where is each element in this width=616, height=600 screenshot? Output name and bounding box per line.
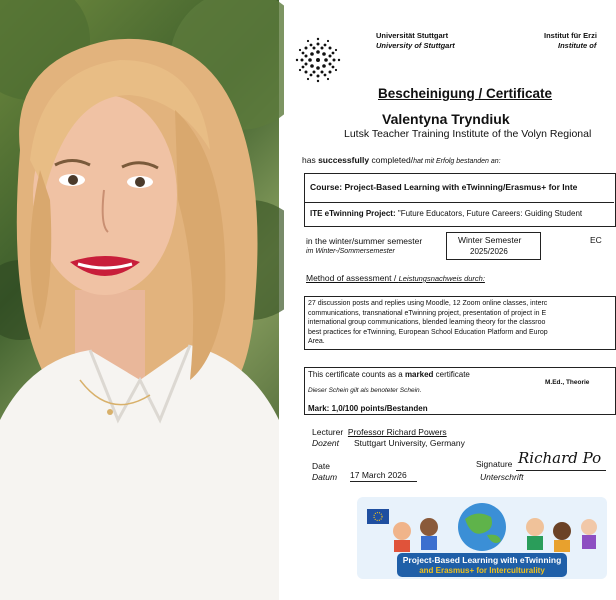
project-prefix: ITE eTwinning Project: xyxy=(310,209,398,218)
completion-statement xyxy=(302,155,501,165)
completed-suffix: completed/ xyxy=(369,155,414,165)
signature-label: Signature xyxy=(476,459,513,469)
banner-line-1: Project-Based Learning with eTwinning xyxy=(402,555,562,565)
unterschrift-label: Unterschrift xyxy=(480,472,524,482)
assessment-line: Area. xyxy=(308,338,325,345)
assessment-line: 27 discussion posts and replies using Moodle, 12 Zoom online classes, interc xyxy=(308,300,548,307)
assessment-line: communications, transnational eTwinning project, presentation of project in E xyxy=(308,309,547,317)
semester-label-de: im Winter-/Sommersemester xyxy=(306,248,395,255)
marked-prefix: This certificate counts as a xyxy=(308,370,405,379)
lecturer-name: Professor Richard Powers xyxy=(347,427,447,437)
datum-label: Datum xyxy=(312,472,338,482)
ec-label: EC xyxy=(590,235,602,245)
portrait-illustration xyxy=(0,0,279,600)
lecturer-label: Lecturer xyxy=(312,427,344,437)
university-name-de: Universität Stuttgart xyxy=(376,31,449,40)
banner-line-2: and Erasmus+ for Interculturality xyxy=(419,566,545,575)
portrait-photo xyxy=(0,0,279,600)
recipient-name: Valentyna Tryndiuk xyxy=(382,111,510,127)
method-label: Method of assessment / xyxy=(306,273,399,283)
dozent-label: Dozent xyxy=(312,438,339,448)
project-name: "Future Educators, Future Careers: Guiding Student xyxy=(397,209,583,218)
semester-label: in the winter/summer semester xyxy=(306,236,423,246)
lecturer-org: Stuttgart University, Germany xyxy=(354,438,465,448)
mark-value: Mark: 1,0/100 points/Bestanden xyxy=(308,404,428,413)
recipient-affiliation: Lutsk Teacher Training Institute of the Volyn Regional xyxy=(344,128,592,140)
marked-bold: marked xyxy=(404,370,434,379)
certificate xyxy=(284,0,600,600)
completed-de: hat mit Erfolg bestanden an: xyxy=(413,158,501,165)
method-of-assessment xyxy=(306,273,485,283)
marked-statement xyxy=(308,370,470,379)
university-name-en: University of Stuttgart xyxy=(376,41,455,50)
course-title: Course: Project-Based Learning with eTwinning/Erasmus+ for Inte xyxy=(310,182,578,192)
certificate-title: Bescheinigung / Certificate xyxy=(378,86,553,101)
semester-year: 2025/2026 xyxy=(470,247,508,256)
lecturer-row xyxy=(312,427,447,437)
semester-value: Winter Semester xyxy=(458,235,522,245)
method-label-de: Leistungsnachweis durch: xyxy=(398,274,485,283)
assessment-line: international group communications, blended learning theory for the classroo xyxy=(308,319,546,326)
course-banner xyxy=(357,497,607,579)
completed-prefix: has xyxy=(302,155,319,165)
course-divider xyxy=(304,202,614,203)
completed-bold: successfully xyxy=(318,155,370,165)
university-logo-icon xyxy=(294,36,342,84)
assessment-text xyxy=(308,299,548,347)
marked-statement-de: Dieser Schein gilt als benoteter Schein. xyxy=(308,387,422,394)
handwritten-signature: Richard Po xyxy=(518,449,602,467)
signature-line xyxy=(516,470,606,471)
institute-name-en: Institute of xyxy=(558,41,597,50)
assessment-line: best practices for eTwinning, European School Education Platform and Europ xyxy=(308,328,548,336)
institute-name-de: Institut für Erzi xyxy=(544,31,597,40)
date-label: Date xyxy=(312,461,330,471)
date-value: 17 March 2026 xyxy=(350,470,417,482)
degree-note: M.Ed., Theorie xyxy=(545,379,590,386)
project-title xyxy=(310,209,582,218)
marked-suffix: certificate xyxy=(433,370,470,379)
